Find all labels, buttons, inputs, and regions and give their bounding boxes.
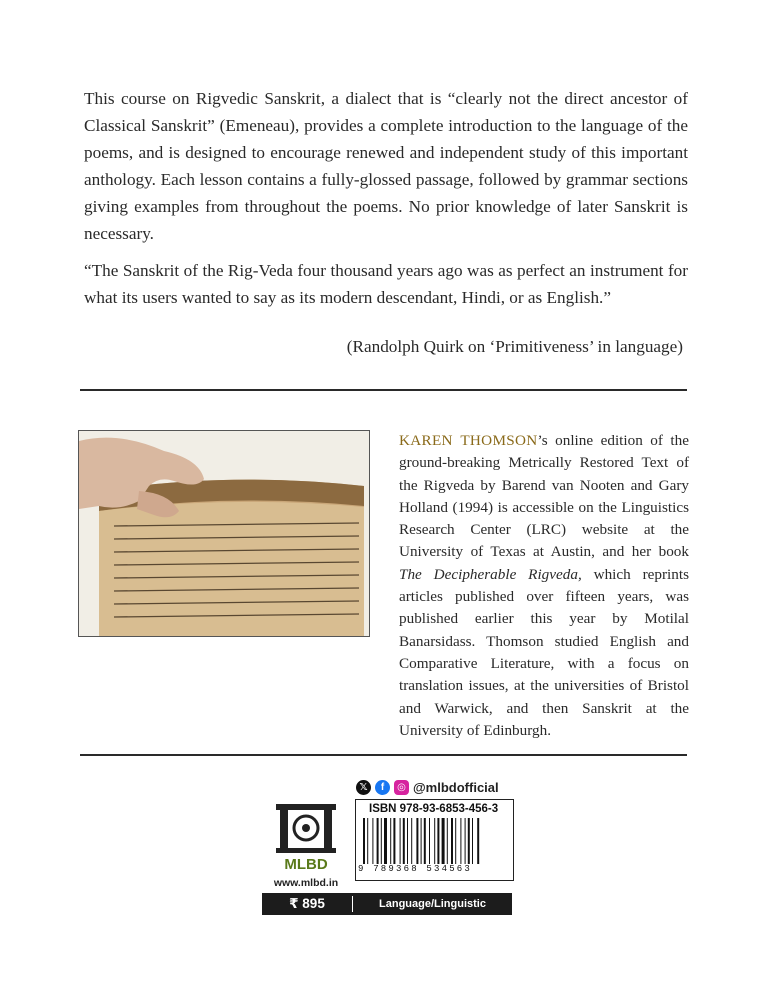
barcode-bar — [447, 818, 448, 864]
author-name: KAREN THOMSON — [399, 432, 538, 449]
social-row — [356, 778, 499, 796]
barcode-bar — [363, 818, 365, 864]
price: ₹ 895 — [262, 896, 353, 912]
quote-attribution: (Randolph Quirk on ‘Primitiveness’ in language) — [346, 337, 683, 356]
barcode-bar — [468, 818, 470, 864]
barcode-bar — [384, 818, 387, 864]
price-bar — [262, 893, 512, 915]
x-icon: 𝕏 — [356, 780, 371, 795]
barcode-bar — [455, 818, 456, 864]
isbn-text: ISBN 978-93-6853-456-3 — [369, 803, 499, 815]
barcode-bar — [411, 818, 412, 864]
book-description: This course on Rigvedic Sanskrit, a dialect that is “clearly not the direct ancestor of Classical Sanskrit” (Emeneau), provides a complete introduction to the language of the poems, and is designed to encourage renewed and independent study of this important anthology. Each lesson contains a fully-glossed passage, followed by grammar sections giving examples from throughout the poems. No prior knowledge of later Sanskrit is necessary. — [84, 89, 688, 243]
barcode-bar — [451, 818, 453, 864]
bio-text-2: which reprints articles published over fifteen years, was published earlier this year by Motilal Banarsidass. Thomson studied English and Comparative Literature, with a focus on translation issues, at the universities of Bristol and Warwick, and then Sanskrit at the University of Edinburgh. — [399, 565, 690, 739]
barcode-box — [355, 799, 514, 881]
barcode-bar — [477, 818, 479, 864]
barcode — [359, 818, 509, 864]
barcode-bar — [437, 818, 439, 864]
barcode-bar — [381, 818, 382, 864]
book-title: The Decipherable Rigveda, — [399, 565, 582, 583]
barcode-bar — [429, 818, 430, 864]
barcode-bar — [472, 818, 473, 864]
barcode-bar — [400, 818, 401, 864]
barcode-bar — [421, 818, 422, 864]
barcode-bar — [367, 818, 368, 864]
barcode-bar — [372, 818, 373, 864]
barcode-bar — [393, 818, 395, 864]
instagram-icon: ◎ — [394, 780, 409, 795]
manuscript-illustration — [79, 431, 369, 636]
barcode-bar — [442, 818, 445, 864]
social-handle: @mlbdofficial — [413, 779, 499, 795]
mlbd-emblem-icon — [266, 800, 346, 856]
quote-text: “The Sanskrit of the Rig-Veda four thousand years ago was as perfect an instrument for what its users wanted to say as its modern descendant, Hindi, or as English.” — [84, 261, 688, 307]
barcode-bar — [434, 818, 435, 864]
divider-top — [80, 389, 687, 391]
publisher-name: MLBD — [284, 856, 328, 873]
author-bio — [399, 430, 689, 742]
barcode-bar — [377, 818, 379, 864]
publisher-website: www.mlbd.in — [273, 877, 339, 889]
category: Language/Linguistic — [379, 898, 486, 910]
barcode-bar — [416, 818, 418, 864]
barcode-bar — [460, 818, 461, 864]
divider-bottom — [80, 754, 687, 756]
barcode-digits: 9 789368 534563 — [358, 864, 473, 874]
barcode-bar — [424, 818, 426, 864]
barcode-bar — [407, 818, 408, 864]
bio-text-1: ’s online edition of the ground-breaking Metrically Restored Text of the Rigveda by Barend van Nooten and Gary Holland (1994) is accessible on the Linguistics Research Center (LRC) website at the University of Texas at Austin, and her book — [399, 432, 689, 561]
facebook-icon: f — [375, 780, 390, 795]
barcode-bar — [403, 818, 405, 864]
barcode-bar — [465, 818, 466, 864]
barcode-bar — [390, 818, 391, 864]
manuscript-photo — [78, 430, 370, 637]
